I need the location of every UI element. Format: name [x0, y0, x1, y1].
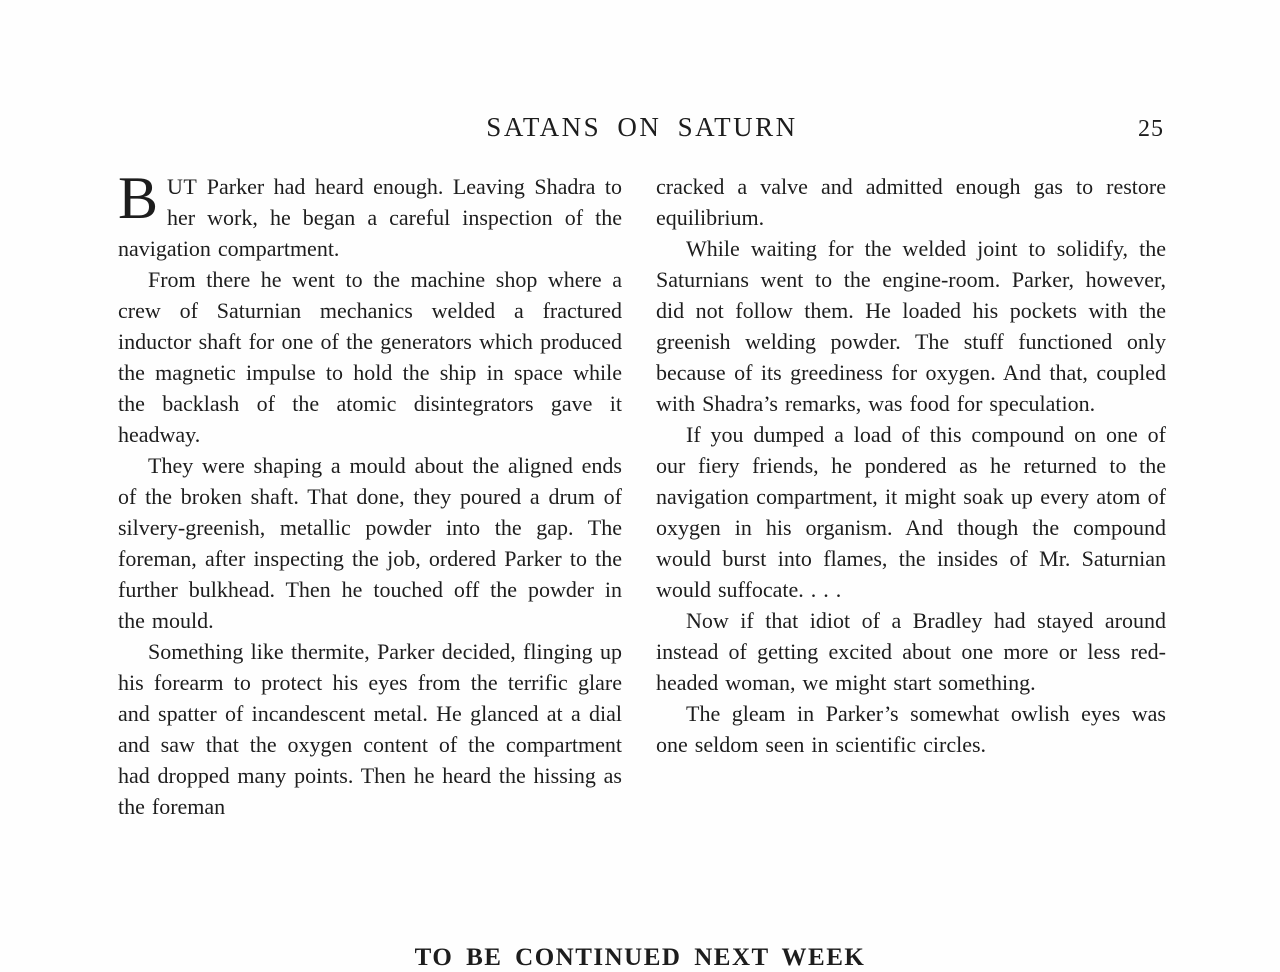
- running-title: SATANS ON SATURN: [486, 112, 798, 142]
- continued-notice: TO BE CONTINUED NEXT WEEK: [414, 944, 866, 971]
- paragraph: BUT Parker had heard enough. Leaving Shadra to her work, he began a careful inspection of the navigation compartment.: [118, 165, 622, 261]
- paragraph: Now if that idiot of a Bradley had stayed around instead of getting excited about one more or less red-headed woman, we might start something.: [656, 608, 1166, 695]
- right-column: [656, 171, 1166, 822]
- page-header: [118, 112, 1166, 146]
- paragraph: Something like thermite, Parker decided, flinging up his forearm to protect his eyes from the terrific glare and spatter of incandescent metal. He glanced at a dial and saw that the oxygen content of the compartment had dropped many points. Then he heard the hissing as the foreman: [118, 639, 622, 819]
- paragraph: They were shaping a mould about the aligned ends of the broken shaft. That done, they poured a drum of silvery-greenish, metallic powder into the gap. The foreman, after inspecting the job, ordered Parker to the further bulkhead. Then he touched off the powder in the mould.: [118, 453, 622, 633]
- left-column: [118, 165, 622, 822]
- paragraph: While waiting for the welded joint to solidify, the Saturnians went to the engine-room. Parker, however, did not follow them. He loaded his pockets with the greenish welding powder. The stuff functioned only because of its greediness for oxygen. And that, coupled with Shadra’s remarks, was food for speculation.: [656, 236, 1166, 416]
- story-body: [118, 165, 1166, 822]
- paragraph: cracked a valve and admitted enough gas to restore equilibrium.: [656, 174, 1166, 230]
- paragraph: The gleam in Parker’s somewhat owlish eyes was one seldom seen in scientific circles.: [656, 701, 1166, 757]
- lead-caps: UT: [167, 174, 198, 199]
- paragraph: From there he went to the machine shop where a crew of Saturnian mechanics welded a fractured inductor shaft for one of the generators which produced the magnetic impulse to hold the ship in space while the backlash of the atomic disintegrators gave it headway.: [118, 267, 622, 447]
- paragraph: If you dumped a load of this compound on one of our fiery friends, he pondered as he returned to the navigation compartment, it might soak up every atom of oxygen in his organism. And though the compound would burst into flames, the insides of Mr. Saturnian would suffocate. . . .: [656, 422, 1166, 602]
- page-number: 25: [1138, 116, 1164, 142]
- drop-cap: B: [118, 165, 159, 231]
